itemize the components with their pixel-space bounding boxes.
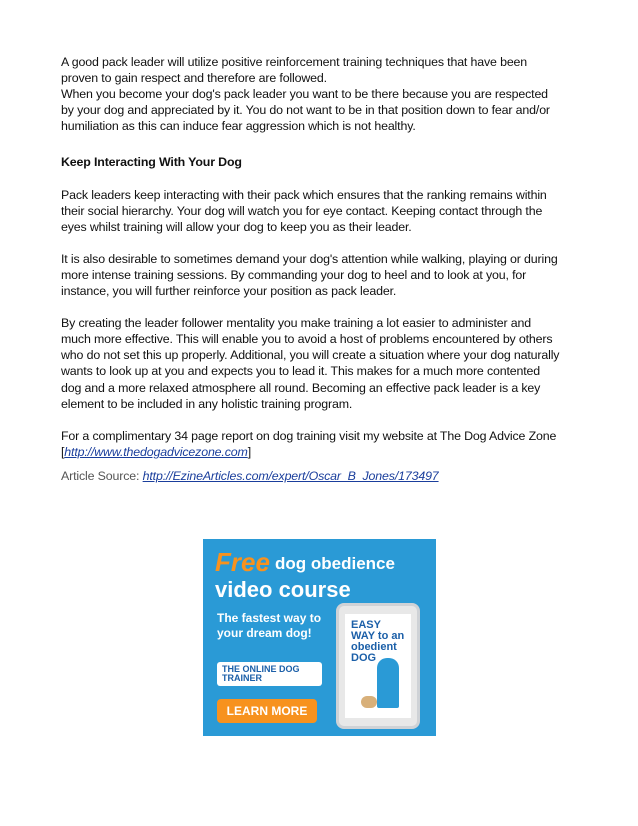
paragraph-line: proven to gain respect and therefore are followed. (61, 71, 327, 86)
paragraph-line: eyes whilst training will allow your dog to keep you as their leader. (61, 219, 412, 234)
paragraph-line: A good pack leader will utilize positive reinforcement training techniques that have been (61, 55, 528, 69)
learn-more-button[interactable]: LEARN MORE (217, 699, 317, 723)
paragraph-line: It is also desirable to sometimes demand your dog's attention while walking, playing or during (61, 251, 558, 266)
paragraph-line: humiliation as this can induce fear aggression which is not healthy. (61, 119, 416, 134)
website-link[interactable]: http://www.thedogadvicezone.com (64, 444, 248, 459)
tablet-title: EASY WAY to an obedient DOG (351, 619, 405, 664)
paragraph-line: much more effective. This will enable you to avoid a host of problems encountered by others (61, 332, 553, 347)
trainer-figure-icon (377, 658, 399, 708)
paragraph-line: dog and a more relaxed atmosphere all round. Becoming an effective pack leader is a key (61, 380, 541, 395)
paragraph-line: When you become your dog's pack leader you want to be there because you are respected (61, 87, 548, 102)
ad-banner[interactable] (203, 539, 436, 736)
article-source: Article Source: http://EzineArticles.com/expert/Oscar_B_Jones/173497 (61, 468, 439, 483)
paragraph-line: element to be included in any holistic training program. (61, 396, 353, 411)
section-heading: Keep Interacting With Your Dog (61, 155, 242, 170)
paragraph-line: For a complimentary 34 page report on dog training visit my website at The Dog Advice Zone (61, 428, 557, 443)
ad-title-line2: video course (215, 577, 351, 602)
document-body (61, 54, 581, 484)
paragraph-line: more intense training sessions. By commanding your dog to heel and to look at you, for (61, 267, 527, 282)
paragraph-line: their social hierarchy. Your dog will watch you for eye contact. Keeping contact through the (61, 203, 543, 218)
paragraph-line: who do not set this up properly. Additional, you will create a situation where your dog naturally (61, 348, 560, 363)
paragraph-line: Pack leaders keep interacting with their pack which ensures that the ranking remains within (61, 187, 547, 202)
paragraph-line: [http://www.thedogadvicezone.com] (61, 444, 251, 459)
ad-free-text: Free (215, 547, 270, 577)
ad-tagline: The fastest way to your dream dog! (217, 611, 322, 640)
paragraph-line: wants to look up at you and expects you to lead it. This makes for a much more contented (61, 364, 541, 379)
paragraph-line: instance, you will further reinforce your position as pack leader. (61, 284, 397, 299)
paragraph-line: By creating the leader follower mentality you make training a lot easier to administer and (61, 316, 531, 331)
dog-icon (361, 696, 377, 708)
ad-logo: THE ONLINE DOG TRAINER (217, 662, 322, 686)
tablet-screen (345, 614, 411, 718)
ad-title-line1: dog obedience (275, 554, 395, 573)
tablet-icon (336, 603, 420, 729)
paragraph-line: by your dog and appreciated by it. You do not want to be in that position down to fear and/or (61, 103, 550, 118)
article-source-link[interactable]: http://EzineArticles.com/expert/Oscar_B_Jones/173497 (142, 468, 439, 483)
